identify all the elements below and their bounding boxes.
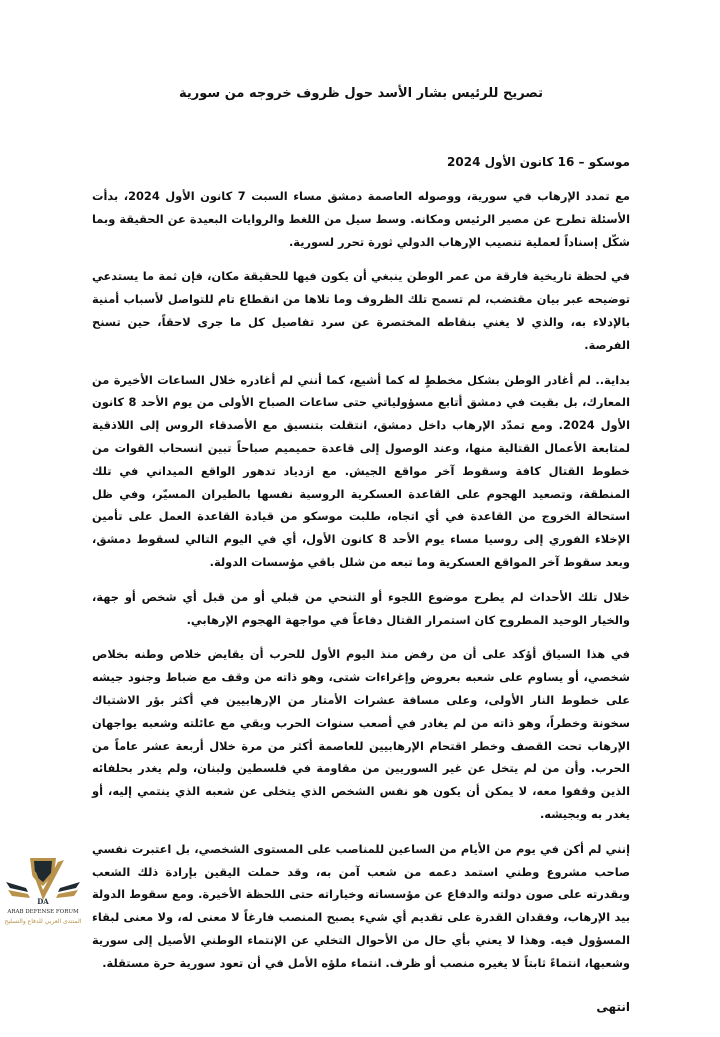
logo-monogram: DA: [37, 897, 49, 906]
logo-text-ar: المنتدى العربي للدفاع والتسليح: [4, 918, 82, 925]
paragraph: خلال تلك الأحداث لم يطرح موضوع اللجوء أو التنحي من قبلي أو من قبل أي شخص أو جهة، والخيار الوحيد المطروح كان استمرار القتال دفاعاً في مواجهة الهجوم الإرهابي.: [92, 589, 630, 627]
document-title: تصريح للرئيس بشار الأسد حول ظروف خروجه من سورية: [178, 86, 543, 101]
dateline: موسكو – 16 كانون الأول 2024: [447, 155, 630, 169]
paragraph: مع تمدد الإرهاب في سورية، ووصوله العاصمة دمشق مساء السبت 7 كانون الأول 2024، بدأت الأسئلة تطرح عن مصير الرئيس ومكانه. وسط سيل من اللغط والروايات البعيدة عن الحقيقة وبما شكّل إسناداً لعملية تنصيب الإرهاب الدولي ثورة تحرر لسورية.: [92, 189, 630, 249]
paragraph: إنني لم أكن في يوم من الأيام من الساعين للمناصب على المستوى الشخصي، بل اعتبرت نفسي صاحب مشروع وطني استمد دعمه من شعب آمن به، وقد حملت اليقين بإرادة ذلك الشعب وبقدرته على صون دولته والدفاع عن مؤسساته وخياراته حتى اللحظة الأخيرة. ومع سقوط الدولة بيد الإرهاب، وفقدان القدرة على تقديم أي شيء يصبح المنصب فارغاً لا معنى له، ولا معنى لبقاء المسؤول فيه. وهذا لا يعني بأي حال من الأحوال التخلي عن الإنتماء الوطني الأصيل إلى سورية وشعبها، انتماءً ثابتاً لا يغيره منصب أو ظرف. انتماء ملؤه الأمل في أن تعود سورية حرة مستقلة.: [92, 841, 630, 970]
paragraph: في لحظة تاريخية فارقة من عمر الوطن ينبغي أن يكون فيها للحقيقة مكان، فإن ثمة ما يستدعي توضيحه عبر بيان مقتضب، لم تسمح تلك الظروف وما تلاها من انقطاع تام للتواصل لأسباب أمنية بالإدلاء به، والذي لا يغني بنقاطه المختصرة عن سرد تفاصيل كل ما جرى لاحقاً، حين تسنح الفرصة.: [92, 269, 630, 352]
paragraph: بداية.. لم أغادر الوطن بشكل مخططٍ له كما أشيع، كما أنني لم أغادره خلال الساعات الأخيرة من المعارك، بل بقيت في دمشق أتابع مسؤولياتي حتى ساعات الصباح الأولى من يوم الأحد 8 كانون الأول 2024. ومع تمدّد الإرهاب داخل دمشق، انتقلت بتنسيق مع الأصدقاء الروس إلى اللاذقية لمتابعة الأعمال القتالية منها، وعند الوصول إلى قاعدة حميميم صباحاً تبين انسحاب القوات من خطوط القتال كافة وسقوط آخر مواقع الجيش. مع ازدياد تدهور الواقع الميداني في تلك المنطقة، وتصعيد الهجوم على القاعدة العسكرية الروسية نفسها بالطيران المسيّر، وفي ظل استحالة الخروج من القاعدة في أي اتجاه، طلبت موسكو من قيادة القاعدة العمل على تأمين الإخلاء الفوري إلى روسيا مساء يوم الأحد 8 كانون الأول، أي في اليوم التالي لسقوط دمشق، وبعد سقوط آخر المواقع العسكرية وما تبعه من شلل باقي مؤسسات الدولة.: [92, 372, 630, 569]
closing-text: انتهى: [596, 999, 630, 1014]
shield-wings-icon: [4, 856, 82, 906]
document-page: [92, 0, 630, 1037]
logo-text-en: ARAB DEFENSE FORUM: [7, 909, 79, 915]
paragraph: في هذا السياق أؤكد على أن من رفض منذ اليوم الأول للحرب أن يقايض خلاص وطنه بخلاص شخصي، أو يساوم على شعبه بعروض وإغراءات شتى، وهو ذاته من وقف مع ضباط وجنود جيشه على خطوط النار الأولى، وعلى مسافة عشرات الأمتار من الإرهابيين في أكثر بؤر الاشتباك سخونة وخطراً، وهو ذاته من لم يغادر في أصعب سنوات الحرب وبقي مع عائلته وشعبه يواجهان الإرهاب تحت القصف وخطر اقتحام الإرهابيين للعاصمة أكثر من مرة خلال أربعة عشر عاماً من الحرب. وأن من لم يتخل عن غير السوريين من مقاومة في فلسطين ولبنان، ولم يغدر بحلفائه الذين وقفوا معه، لا يمكن أن يكون هو نفس الشخص الذي يتخلى عن شعبه الذي ينتمي إليه، أو يغدر به وبجيشه.: [92, 647, 630, 821]
document-body: [92, 185, 630, 975]
arab-defense-forum-logo: [4, 856, 82, 934]
